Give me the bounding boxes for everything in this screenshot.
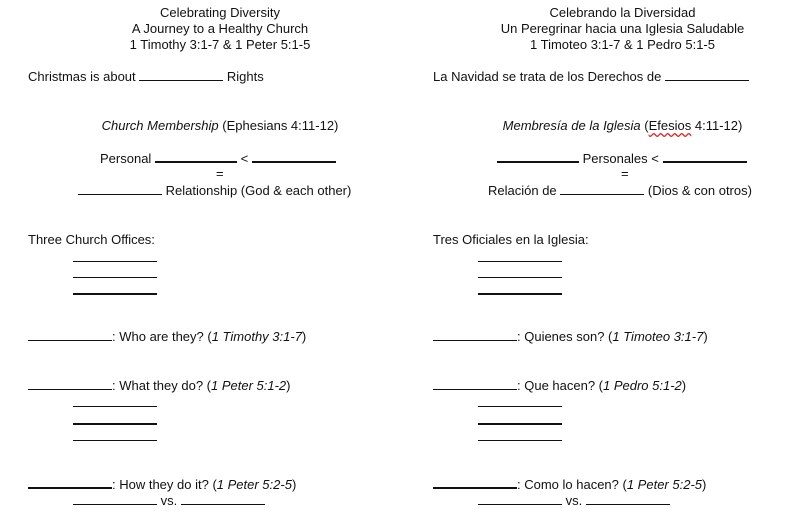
spanish-membership-heading (460, 118, 785, 134)
spanish-title-line-1: Celebrando la Diversidad (549, 5, 696, 20)
svs-text: vs. (565, 493, 583, 508)
sq1-blank (433, 328, 517, 341)
english-title-block (60, 5, 380, 53)
efesios-ref: 4:11-12) (694, 118, 743, 133)
oficial-blank-1 (478, 261, 562, 262)
english-vs-line (73, 492, 265, 509)
vs-text: vs. (160, 493, 178, 508)
english-title-line-3: 1 Timothy 3:1-7 & 1 Peter 5:1-5 (129, 37, 311, 52)
membresia-title: Membresía de la Iglesia (502, 118, 641, 133)
q1-close: ) (301, 329, 307, 344)
personales-blank-1 (497, 149, 579, 163)
personal-blank-1 (155, 149, 237, 163)
sq1-text: : Quienes son? ( (517, 329, 613, 344)
relationship-blank (78, 182, 162, 195)
english-equals-sign: = (216, 166, 224, 181)
efesios-open-paren: ( (644, 118, 649, 133)
svs-blank-1 (478, 492, 562, 505)
english-personal-line (100, 149, 336, 167)
office-blank-2 (73, 277, 157, 278)
christmas-blank (139, 68, 223, 81)
oficial-blank-2 (478, 277, 562, 278)
hacen-blank-1 (478, 406, 562, 407)
spanish-offices-heading: Tres Oficiales en la Iglesia: (433, 232, 589, 247)
sq2-ref: 1 Pedro 5:1-2 (603, 378, 682, 393)
q2-blank (28, 377, 112, 390)
english-membership-heading (60, 118, 380, 134)
q1-blank (28, 328, 112, 341)
sq1-close: ) (703, 329, 708, 344)
navidad-text: La Navidad se trata de los Derechos de (433, 69, 662, 84)
q1-text: : Who are they? ( (112, 329, 212, 344)
efesios-word: Efesios (648, 118, 692, 133)
personales-blank-2 (663, 149, 747, 163)
spanish-personales-line (497, 149, 747, 167)
hacen-blank-2 (478, 423, 562, 425)
spanish-title-line-2: Un Peregrinar hacia una Iglesia Saludable (500, 21, 745, 36)
christmas-text: Christmas is about (28, 69, 136, 84)
sq1-ref: 1 Timoteo 3:1-7 (612, 329, 704, 344)
spanish-vs-line (478, 492, 670, 509)
dios-text: (Dios & con otros) (647, 183, 752, 198)
sq3-ref: 1 Peter 5:2-5 (626, 477, 702, 492)
english-title-line-1: Celebrating Diversity (160, 5, 280, 20)
less-than-sign: < (240, 151, 249, 166)
navidad-blank (665, 68, 749, 81)
sq3-text: : Como lo hacen? ( (517, 477, 627, 492)
spanish-q2-line (433, 377, 686, 394)
spanish-christmas-line (433, 68, 749, 85)
svs-blank-2 (586, 492, 670, 505)
english-q3-line (28, 475, 296, 493)
office-blank-3 (73, 293, 157, 295)
english-title-line-2: A Journey to a Healthy Church (131, 21, 309, 36)
q3-text: : How they do it? ( (112, 477, 217, 492)
sq3-blank (433, 475, 517, 489)
q3-close: ) (291, 477, 297, 492)
q3-ref: 1 Peter 5:2-5 (216, 477, 292, 492)
rights-text: Rights (226, 69, 264, 84)
q3-blank (28, 475, 112, 489)
english-christmas-line (28, 68, 264, 85)
oficial-blank-3 (478, 293, 562, 295)
duty-blank-3 (73, 440, 157, 441)
sq2-blank (433, 377, 517, 390)
q2-ref: 1 Peter 5:1-2 (211, 378, 287, 393)
vs-blank-1 (73, 492, 157, 505)
english-q1-line (28, 328, 306, 345)
q1-ref: 1 Timothy 3:1-7 (211, 329, 302, 344)
hacen-blank-3 (478, 440, 562, 441)
spanish-q1-line (433, 328, 708, 345)
english-relationship-line (78, 182, 351, 199)
sq2-close: ) (681, 378, 687, 393)
office-blank-1 (73, 261, 157, 262)
personales-label: Personales < (582, 151, 659, 166)
english-q2-line (28, 377, 291, 394)
relacion-blank (560, 182, 644, 195)
membership-title: Church Membership (101, 118, 219, 133)
q2-close: ) (286, 378, 291, 393)
relacion-label: Relación de (488, 183, 557, 198)
duty-blank-1 (73, 406, 157, 407)
spanish-title-line-3: 1 Timoteo 3:1-7 & 1 Pedro 5:1-5 (530, 37, 715, 52)
membership-ref: (Ephesians 4:11-12) (222, 118, 339, 133)
spanish-relacion-line (488, 182, 752, 199)
duty-blank-2 (73, 423, 157, 425)
relationship-text: Relationship (God & each other) (165, 183, 352, 198)
vs-blank-2 (181, 492, 265, 505)
personal-label: Personal (100, 151, 152, 166)
spanish-equals-sign: = (621, 166, 629, 181)
spanish-q3-line (433, 475, 706, 493)
english-offices-heading: Three Church Offices: (28, 232, 155, 247)
sq2-text: : Que hacen? ( (517, 378, 603, 393)
sq3-close: ) (702, 477, 707, 492)
personal-blank-2 (252, 149, 336, 163)
q2-text: : What they do? ( (112, 378, 211, 393)
spanish-title-block (460, 5, 785, 53)
